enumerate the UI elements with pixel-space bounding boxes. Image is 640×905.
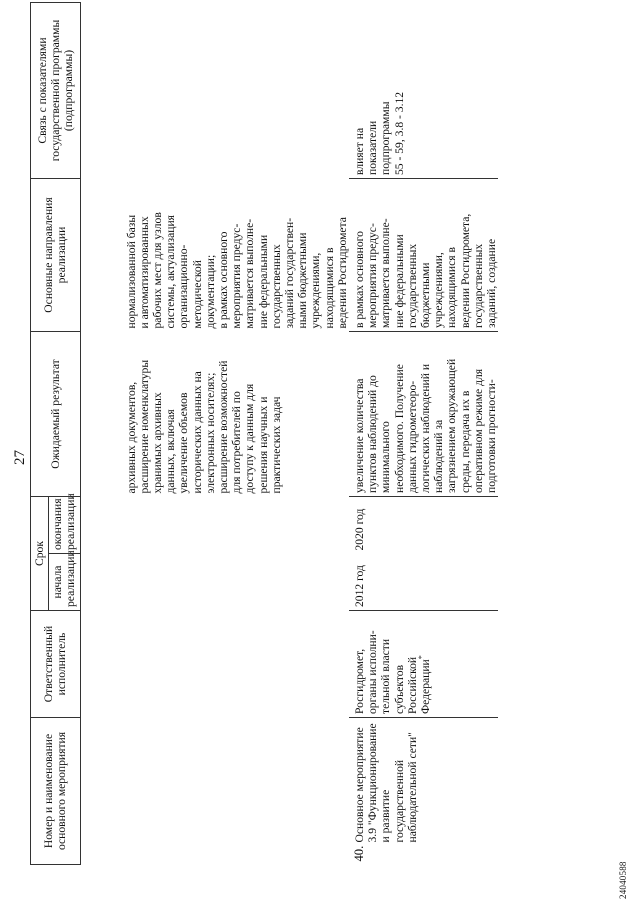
- term-start-value: 2012 год: [353, 565, 367, 607]
- header-link: Связь с показателями государственной программы (подпрограммы): [31, 3, 81, 179]
- header-directions: Основные направления реализации: [31, 179, 81, 332]
- page-number: 27: [12, 450, 28, 465]
- header-term-start: начала реализации: [49, 554, 80, 611]
- header-term: Срок: [31, 497, 49, 611]
- row-number: 40.: [352, 845, 367, 862]
- table-row: [349, 3, 498, 865]
- result-text: увеличение количества пунктов наблюдений до минимального необходимого. Получение данных гидрометеоро- логических наблюдений и наблюдений за загрязнением окружающей среды, передача их в оперативном режиме для подготовки прогности-: [353, 358, 499, 493]
- measure-name: Основное мероприятие 3.9 "Функционирование и развитие государственной наблюдательной сети": [353, 723, 419, 843]
- executor-footnote-mark: *: [417, 655, 427, 660]
- header-term-end: окончания реализации: [49, 497, 80, 554]
- term-end-value: 2020 год: [353, 508, 367, 551]
- continuation-result: архивных документов, расширение номенклатуры хранимых архивных данных, включая увеличение объемов исторических данных на электронных носителях; расширение возможностей для потребителей по доступу к данным для решения научных и практических задач: [124, 359, 283, 494]
- measures-table: [30, 2, 498, 865]
- header-result: Ожидаемый результат: [31, 332, 81, 497]
- continuation-directions: нормализованной базы и автоматизированных рабочих мест для узлов системы, актуализация организационно- методической документации; в рамках основного мероприятия предус- матривается выполне- ние федеральными государственных заданий государствен- ными бюджетными учреждениями, находящимися в ведении Росгидромета: [124, 212, 349, 329]
- document-code: 24040588: [618, 861, 628, 899]
- header-number-name: Номер и наименование основного мероприятия: [31, 718, 81, 865]
- indicator-link-text: влияет на показатели подпрограммы 55 - 59, 3.8 - 3.12: [353, 91, 406, 175]
- header-executor: Ответственный исполнитель: [31, 611, 81, 718]
- executor-text: Росгидромет, органы исполни- тельной власти субъектов Российской Федерации: [353, 630, 433, 714]
- directions-text: в рамках основного мероприятия предус- матривается выполне- ние федеральными государственных бюджетными учреждениями, находящимися в ведении Росгидромета, государственных заданий, создание: [353, 213, 499, 328]
- continuation-row: [125, 3, 349, 865]
- header-row: [31, 3, 49, 865]
- executor-cell: [353, 614, 432, 714]
- spacer-row: [80, 3, 125, 865]
